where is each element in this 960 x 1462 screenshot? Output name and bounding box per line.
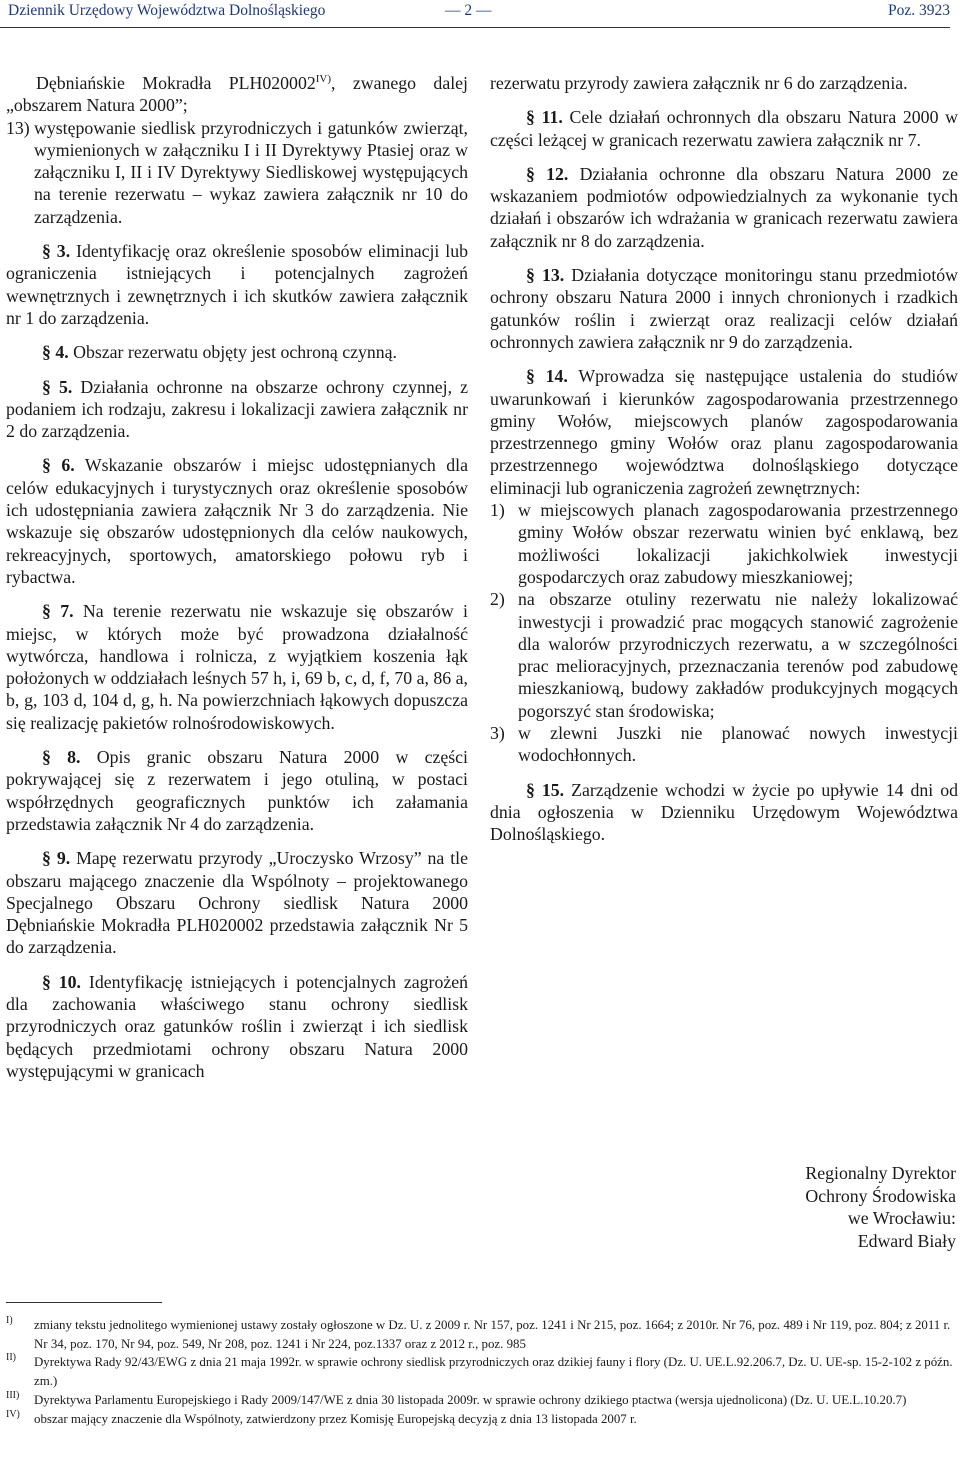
- item-number: 3): [490, 723, 505, 744]
- signatory-title-line1: Regionalny Dyrektor: [805, 1163, 956, 1183]
- item-text: w miejscowych planach zagospodarowania przestrzennego gminy Wołów obszar rezerwatu winien być enklawą, bez możliwości lokalizacji jakichkolwiek inwestycji gospodarczych oraz zabudowy mieszkaniowej;: [518, 500, 958, 587]
- section-number: § 13.: [526, 265, 565, 286]
- page-number: — 2 —: [445, 2, 492, 19]
- footnote-i: [6, 1316, 960, 1353]
- section-number: § 5.: [42, 376, 73, 397]
- footnote-text: zmiany tekstu jednolitego wymienionej ustawy zostały ogłoszone w Dz. U. z 2009 r. Nr 157, poz. 1241 i Nr 215, poz. 1664; z 2010r. Nr 76, poz. 489 i Nr 119, poz. 804; z 2011 r. Nr 34, poz. 170, Nr 94, poz. 549, Nr 208, poz. 1241 i Nr 224, poz.1337 oraz z 2012 r., poz. 985: [34, 1318, 951, 1351]
- section-number: § 4.: [42, 342, 69, 363]
- section-text: Wskazanie obszarów i miejsc udostępnianych dla celów edukacyjnych i turystycznych oraz określenie sposobów ich udostępniania zawiera załącznik Nr 3 do zarządzenia.: [6, 455, 468, 521]
- continued-text: rezerwatu przyrody zawiera załącznik nr 6 do zarządzenia.: [490, 73, 908, 93]
- item-number: 13): [6, 117, 30, 138]
- section-number: § 11.: [526, 107, 563, 128]
- list-item-3: [490, 722, 958, 767]
- position-number: Poz. 3923: [888, 2, 950, 19]
- section-8: [6, 746, 468, 835]
- section-text: Obszar rezerwatu objęty jest ochroną czynną.: [68, 342, 397, 363]
- section-number: § 9.: [42, 848, 71, 869]
- right-column: [490, 72, 958, 846]
- section-number: § 14.: [526, 366, 568, 387]
- footnote-text: Dyrektywa Rady 92/43/EWG z dnia 21 maja 1992r. w sprawie ochrony siedlisk przyrodniczych oraz dzikiej fauny i flory (Dz. U. UE.L.92.206.7, Dz. U. UE-sp. 15-2-102 z późn. zm.): [34, 1355, 953, 1389]
- intro-paragraph: [6, 72, 468, 117]
- item-text: na obszarze otuliny rezerwatu nie należy lokalizować inwestycji i prowadzić prac mogących stanowić zagrożenie dla walorów przyrodniczych rezerwatu, a w szczególności prac melioracyjnych, przeznaczania terenów pod zabudowę mieszkaniową, budowy zakładów produkcyjnych mogących pogorszyć stan środowiska;: [518, 589, 958, 721]
- left-column: [6, 72, 468, 1082]
- section-6: [6, 454, 468, 588]
- footnote-mark: IV): [6, 1408, 20, 1420]
- journal-title: Dziennik Urzędowy Województwa Dolnośląskiego: [8, 2, 326, 19]
- item-number: 2): [490, 589, 505, 610]
- section-text: Na terenie rezerwatu nie wskazuje się obszarów i miejsc, w których może być prowadzona działalność wytwórcza, handlowa i rolnicza, z wyjątkiem koszenia łąk położonych w oddziałach leśnych 57 h, i, 69 b, c, d, f, 70 a, 86 a, b, g, 103 d, 104 d, g, h.: [6, 601, 468, 711]
- footnote-mark: II): [6, 1352, 16, 1364]
- section-11: [490, 106, 958, 151]
- section-text: Działania ochronne dla obszaru Natura 2000 ze wskazaniem podmiotów odpowiedzialnych za wykonanie tych działań i obszarów ich wdrażania w granicach rezerwatu zawiera załącznik nr 8 do zarządzenia.: [490, 163, 958, 251]
- section-text: Zarządzenie wchodzi w życie po upływie 14 dni od dnia ogłoszenia w Dzienniku Urzędowym Województwa Dolnośląskiego.: [490, 779, 958, 845]
- footnote-text: obszar mający znaczenie dla Wspólnoty, zatwierdzony przez Komisję Europejską decyzją z dnia 13 listopada 2007 r.: [34, 1411, 637, 1426]
- signatory-title-line2: Ochrony Środowiska: [805, 1185, 956, 1206]
- section-number: § 8.: [42, 747, 81, 768]
- item-number: 1): [490, 500, 505, 521]
- section-15: [490, 779, 958, 846]
- section-number: § 3.: [42, 241, 71, 262]
- section-number: § 12.: [526, 163, 569, 184]
- section-number: § 6.: [42, 455, 75, 476]
- list-item-1: [490, 499, 958, 588]
- section-3: [6, 240, 468, 329]
- signatory-name: Edward Biały: [857, 1230, 956, 1251]
- footnote-mark: III): [6, 1389, 20, 1401]
- header-divider: [0, 27, 950, 28]
- section-number: § 10.: [42, 971, 82, 992]
- section-text-cont: Na powierzchniach łąkowych dopuszcza się realizację pakietów rolnośrodowiskowych.: [6, 690, 468, 733]
- section-13: [490, 264, 958, 353]
- page-header: [8, 2, 950, 26]
- footnote-mark: I): [6, 1315, 13, 1326]
- section-text: Mapę rezerwatu przyrody „Uroczysko Wrzosy” na tle obszaru mającego znaczenie dla Wspólnoty – projektowanego Specjalnego Obszaru Ochrony siedlisk Natura 2000 Dębniańskie Mokradła PLH020002 przedstawia załącznik Nr 5 do zarządzenia.: [6, 848, 468, 958]
- signature-block: [726, 1162, 956, 1252]
- section-text: Działania ochronne na obszarze ochrony czynnej, z podaniem ich rodzaju, zakresu i lokalizacji zawiera załącznik nr 2 do zarządzenia.: [6, 376, 469, 442]
- list-item-2: [490, 588, 958, 722]
- section-5: [6, 376, 468, 443]
- footnote-ref-iv[interactable]: IV): [315, 73, 332, 86]
- section-text: Identyfikację istniejących i potencjalnych zagrożeń dla zachowania właściwego stanu ochrony siedlisk przyrodniczych oraz gatunków roślin i zwierząt i ich siedlisk będących przedmiotami ochrony obszaru Natura 2000 występującymi w granicach: [6, 971, 469, 1081]
- section-7: [6, 600, 468, 734]
- section-number: § 15.: [526, 779, 565, 800]
- section-text: Cele działań ochronnych dla obszaru Natura 2000 w części leżącej w granicach rezerwatu zawiera załącznik nr 7.: [490, 107, 958, 150]
- footnote-ii: [6, 1353, 960, 1390]
- item-text: w zlewni Juszki nie planować nowych inwestycji wodochłonnych.: [518, 723, 958, 766]
- section-text: Opis granic obszaru Natura 2000 w części pokrywającej się z rezerwatem i jego otuliną, w postaci współrzędnych geograficznych punktów ich załamania przedstawia załącznik Nr 4 do zarządzenia.: [6, 747, 468, 834]
- section-text-cont: Nie wskazuje się obszarów udostępnionych dla celów naukowych, rekreacyjnych, sportowych, amatorskiego połowu ryb i rybactwa.: [6, 500, 468, 587]
- footnotes: [6, 1316, 960, 1428]
- intro-text: Dębniańskie Mokradła PLH020002: [36, 73, 316, 93]
- section-text: Identyfikację oraz określenie sposobów eliminacji lub ograniczenia istniejących i potencjalnych zagrożeń wewnętrznych i zewnętrznych i ich skutków zawiera załącznik nr 1 do zarządzenia.: [6, 241, 468, 328]
- footnote-divider: [6, 1302, 162, 1303]
- list-item-13: [6, 117, 468, 228]
- section-text: Wprowadza się następujące ustalenia do studiów uwarunkowań i kierunków zagospodarowania przestrzennego gminy Wołów, miejscowych planów zagospodarowania przestrzennego gminy Wołów oraz planu zagospodarowania przestrzennego województwa dolnośląskiego dotyczące eliminacji lub ograniczenia zagrożeń zewnętrznych:: [490, 366, 959, 498]
- footnote-iii: [6, 1391, 960, 1410]
- section-number: § 7.: [42, 601, 74, 622]
- section-text: Działania dotyczące monitoringu stanu przedmiotów ochrony obszaru Natura 2000 i innych chronionych i rzadkich gatunków roślin i zwierząt oraz realizacji celów działań ochronnych zawiera załącznik nr 9 do zarządzenia.: [490, 265, 958, 352]
- section-14: [490, 365, 958, 499]
- intro-text-rest: , zwanego dalej „obszarem Natura 2000”;: [6, 73, 468, 116]
- signatory-location: we Wrocławiu:: [847, 1208, 956, 1228]
- footnote-iv: [6, 1410, 960, 1429]
- section-10: [6, 971, 468, 1082]
- item-text: występowanie siedlisk przyrodniczych i gatunków zwierząt, wymienionych w załączniku I i II Dyrektywy Ptasiej oraz w załączniku I, II i IV Dyrektywy Siedliskowej występujących na terenie rezerwatu – wykaz zawiera załącznik nr 10 do zarządzenia.: [34, 117, 468, 227]
- footnote-text: Dyrektywa Parlamentu Europejskiego i Rady 2009/147/WE z dnia 30 listopada 2009r. w sprawie ochrony dzikiego ptactwa (wersja ujednolicona) (Dz. U. UE.L.10.20.7): [34, 1392, 907, 1407]
- section-12: [490, 163, 958, 252]
- section-4: [6, 341, 468, 363]
- section-9: [6, 847, 468, 958]
